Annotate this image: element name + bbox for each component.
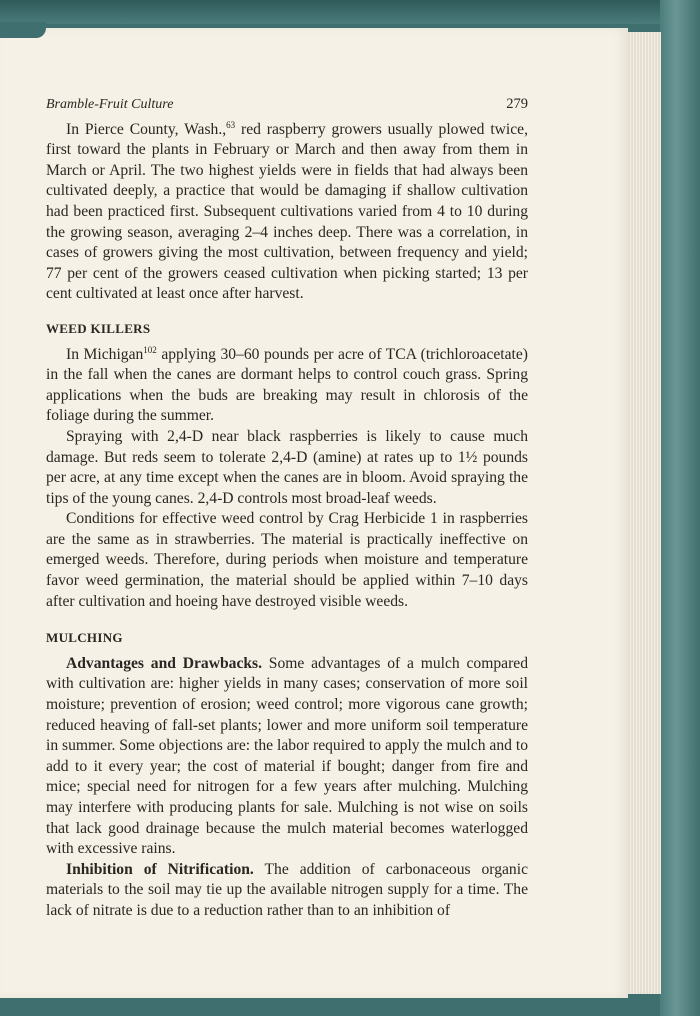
paragraph-text: In Pierce County, Wash., bbox=[66, 120, 227, 138]
run-in-heading: Advantages and Drawbacks. bbox=[66, 654, 262, 672]
paragraph-nitrification bbox=[46, 860, 528, 922]
paragraph-text: The addition of carbonaceous organic materials to the soil may tie up the available nitrogen supply for a time. The lack of nitrate is due to a reduction rather than to an inhibition of bbox=[46, 860, 528, 919]
running-head bbox=[46, 94, 528, 116]
cover-corner bbox=[0, 22, 46, 38]
book-cover-spine-edge bbox=[660, 0, 700, 1016]
page-number: 279 bbox=[506, 96, 528, 112]
paragraph-michigan bbox=[46, 345, 528, 427]
paragraph-crag-herbicide: Conditions for effective weed control by Crag Herbicide 1 in raspberries are the same as in strawberries. The material is practically ineffective on emerged weeds. Therefore, during periods when moisture and temperature favor weed germination, the material should be applied within 7–10 days after cultivation and hoeing have destroyed visible weeds. bbox=[46, 510, 528, 610]
page-edges bbox=[626, 32, 661, 994]
paragraph-text: red raspberry growers usually plowed twice, first toward the plants in February or March and then away from them in March or April. The two highest yields were in fields that had always been cultivated deeply, a practice that would be damaging if shallow cultivation had been practiced first. Subsequent cultivations varied from 4 to 10 during the growing season, averaging 2–4 inches deep. There was a correlation, in cases of growers giving the most cultivation, between frequency and yield; 77 per cent of the growers ceased cultivation when picking started; 13 per cent cultivated at least once after harvest. bbox=[46, 120, 528, 303]
reference-superscript: 102 bbox=[143, 344, 157, 355]
paragraph-pierce-county bbox=[46, 120, 528, 305]
paragraph-text: In Michigan bbox=[66, 345, 144, 363]
page-text-block bbox=[46, 94, 528, 922]
paragraph-text: applying 30–60 pounds per acre of TCA (trichloroacetate) in the fall when the canes are dormant helps to control couch grass. Spring applications when the buds are breaking may result in chlorosis of the foliage during the summer. bbox=[46, 345, 528, 425]
paragraph-spraying: Spraying with 2,4-D near black raspberries is likely to cause much damage. But reds seem to tolerate 2,4-D (amine) at rates up to 1½ pounds per acre, at any time except when the canes are in bloom. Avoid spraying the tips of the young canes. 2,4-D controls most broad-leaf weeds. bbox=[46, 427, 528, 507]
paragraph-advantages bbox=[46, 654, 528, 860]
reference-superscript: 63 bbox=[226, 119, 236, 130]
book-cover-top bbox=[0, 0, 700, 24]
run-in-heading: Inhibition of Nitrification. bbox=[66, 860, 254, 878]
running-head-title: Bramble-Fruit Culture bbox=[46, 97, 174, 112]
section-heading-weed-killers: WEED KILLERS bbox=[46, 320, 151, 336]
section-heading-mulching: MULCHING bbox=[46, 630, 123, 646]
paragraph-text: Some advantages of a mulch compared with cultivation are: higher yields in many cases; conservation of more soil moisture; prevention of erosion; weed control; more vigorous cane growth; reduced heaving of fall-set plants; lower and more uniform soil temperature in summer. Some objections are: the labor required to apply the mulch and to add to it every year; the cost of material if bought; danger from fire and mice; special need for nitrogen for a few years after mulching. Mulching may interfere with producing plants for sale. Mulching is not wise on soils that lack good drainage because the mulch material becomes waterlogged with excessive rains. bbox=[46, 654, 528, 858]
